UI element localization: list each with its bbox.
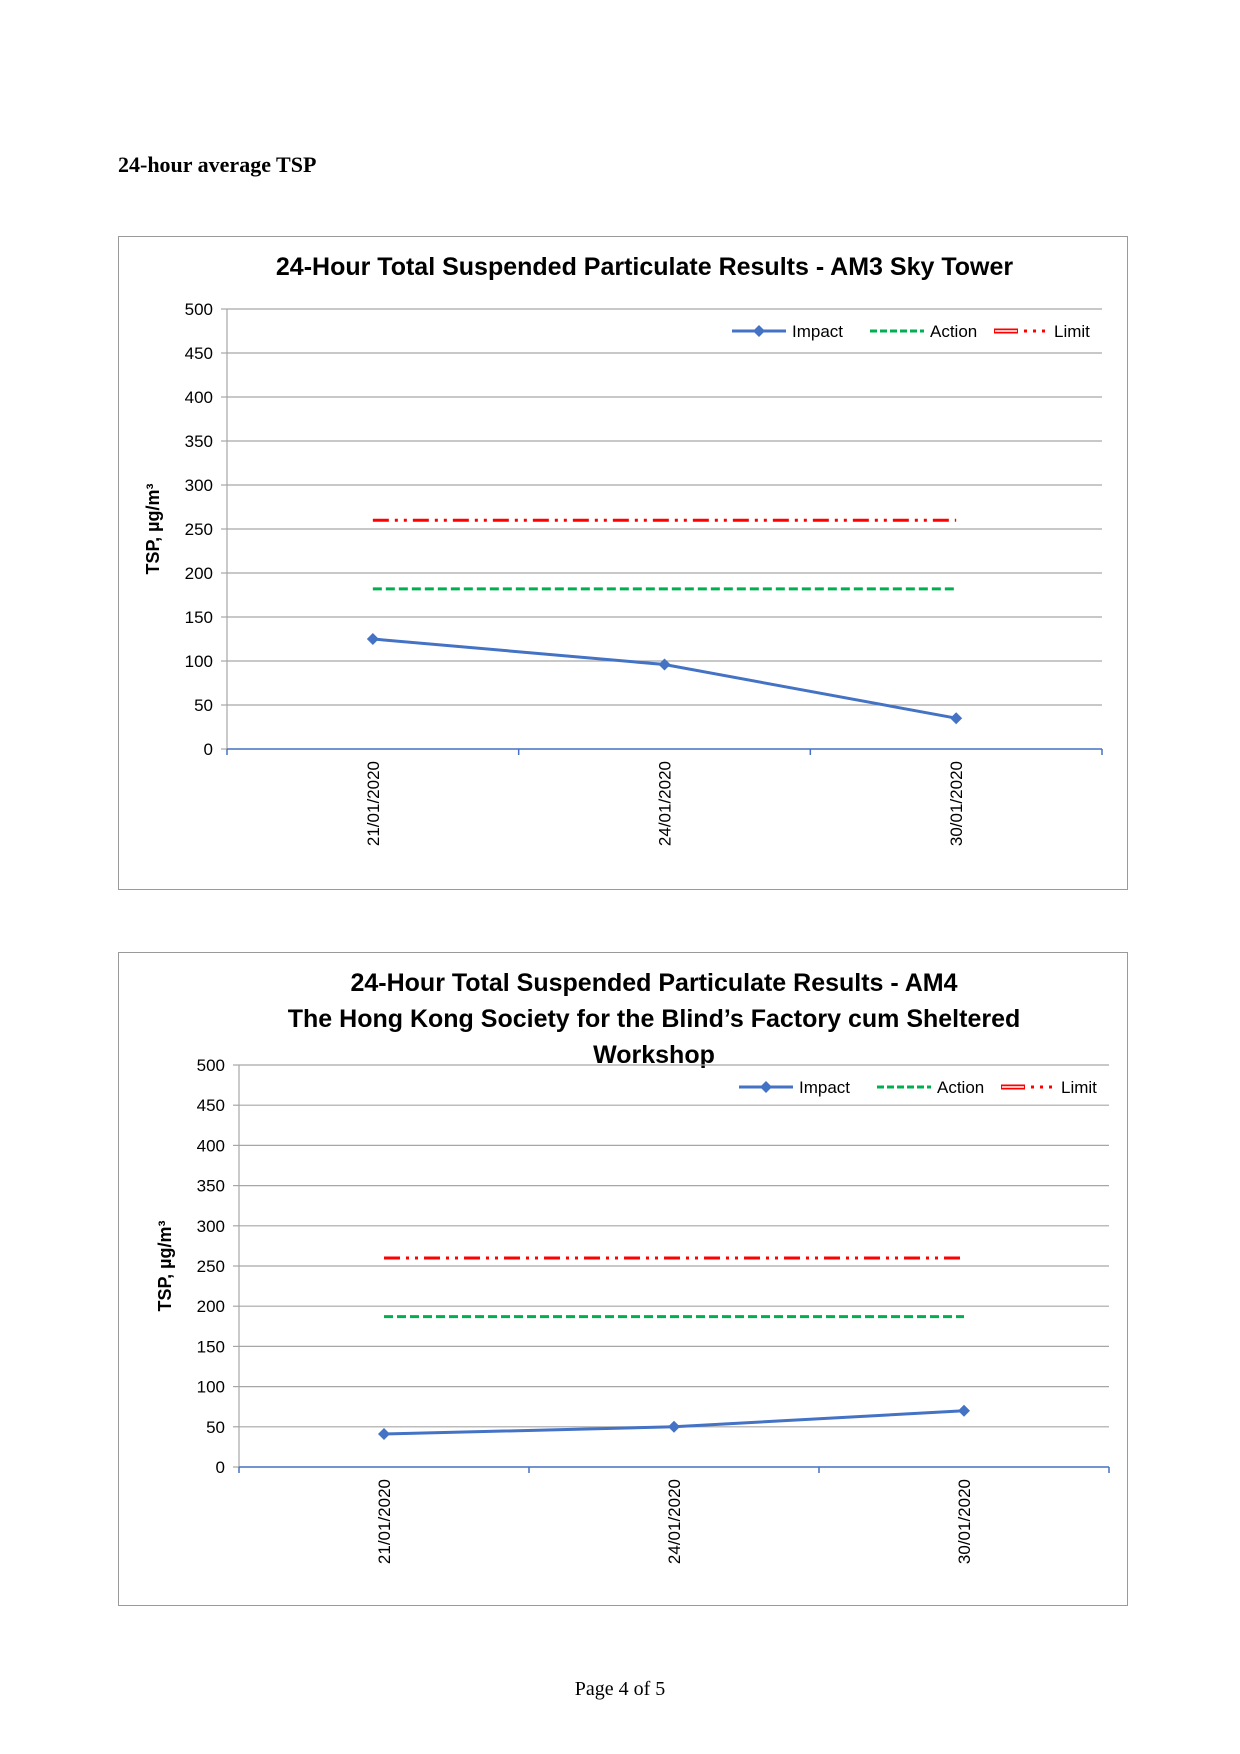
data-point-impact [367, 633, 379, 645]
y-tick-label: 250 [196, 1257, 225, 1276]
y-axis-label: TSP, µg/m³ [143, 483, 163, 575]
y-tick-label: 400 [196, 1136, 225, 1156]
y-tick-label: 400 [184, 388, 213, 407]
data-point-impact [950, 712, 962, 724]
chart-am4 [118, 952, 1128, 1606]
x-tick-label: 21/01/2020 [375, 1479, 394, 1565]
y-tick-label: 50 [194, 696, 213, 715]
chart-am4-svg [119, 953, 1127, 1605]
x-tick-label: 24/01/2020 [655, 761, 675, 847]
legend-item-impact [739, 1078, 850, 1097]
y-tick-label: 150 [196, 1337, 225, 1357]
y-tick-label: 500 [184, 300, 213, 319]
y-tick-label: 150 [184, 608, 213, 627]
chart-title-line: 24-Hour Total Suspended Particulate Results - AM3 Sky Tower [275, 253, 1014, 281]
data-point-impact [659, 659, 671, 671]
y-tick-label: 450 [196, 1096, 225, 1116]
section-heading: 24-hour average TSP [118, 152, 317, 177]
y-tick-label: 50 [206, 1417, 225, 1437]
y-tick-label: 100 [184, 652, 213, 671]
y-axis-label: TSP, µg/m³ [155, 1220, 175, 1312]
legend-label: Limit [1061, 1078, 1097, 1097]
data-point-impact [378, 1428, 390, 1440]
y-tick-label: 300 [196, 1216, 225, 1236]
y-tick-label: 450 [184, 344, 213, 363]
legend-label: Impact [799, 1078, 851, 1097]
x-tick-label: 21/01/2020 [363, 761, 383, 847]
data-point-impact [668, 1421, 680, 1433]
data-point-impact [958, 1405, 970, 1417]
legend-marker [760, 1081, 772, 1093]
y-tick-label: 350 [196, 1176, 225, 1196]
x-tick-label: 24/01/2020 [665, 1479, 684, 1565]
y-tick-label: 200 [184, 564, 213, 583]
x-tick-label: 30/01/2020 [955, 1479, 974, 1565]
legend-item-limit [994, 322, 1090, 341]
series-line-impact [373, 639, 956, 718]
page-footer: Page 4 of 5 [574, 1678, 666, 1700]
legend-label: Action [930, 322, 978, 341]
legend-item-action [870, 322, 977, 341]
y-tick-label: 200 [196, 1297, 225, 1317]
chart-title-line: 24-Hour Total Suspended Particulate Results - AM4 [350, 969, 958, 997]
chart-am3-svg [119, 237, 1127, 889]
y-tick-label: 250 [184, 520, 213, 539]
y-tick-label: 300 [184, 476, 213, 495]
y-tick-label: 350 [184, 432, 213, 451]
legend-marker [753, 325, 765, 337]
y-tick-label: 0 [203, 740, 213, 759]
y-tick-label: 500 [196, 1056, 225, 1075]
y-tick-label: 100 [196, 1377, 225, 1397]
chart-am3 [118, 236, 1128, 890]
x-tick-label: 30/01/2020 [947, 761, 967, 847]
legend-item-limit [1001, 1078, 1097, 1097]
legend-label: Impact [792, 322, 844, 341]
legend-item-action [877, 1078, 984, 1097]
legend-item-impact [732, 322, 843, 341]
chart-title-line: Workshop [593, 1041, 715, 1069]
legend-label: Limit [1054, 322, 1090, 341]
y-tick-label: 0 [215, 1458, 225, 1477]
legend-label: Action [937, 1078, 985, 1097]
chart-title-line: The Hong Kong Society for the Blind’s Factory cum Sheltered [287, 1005, 1021, 1033]
